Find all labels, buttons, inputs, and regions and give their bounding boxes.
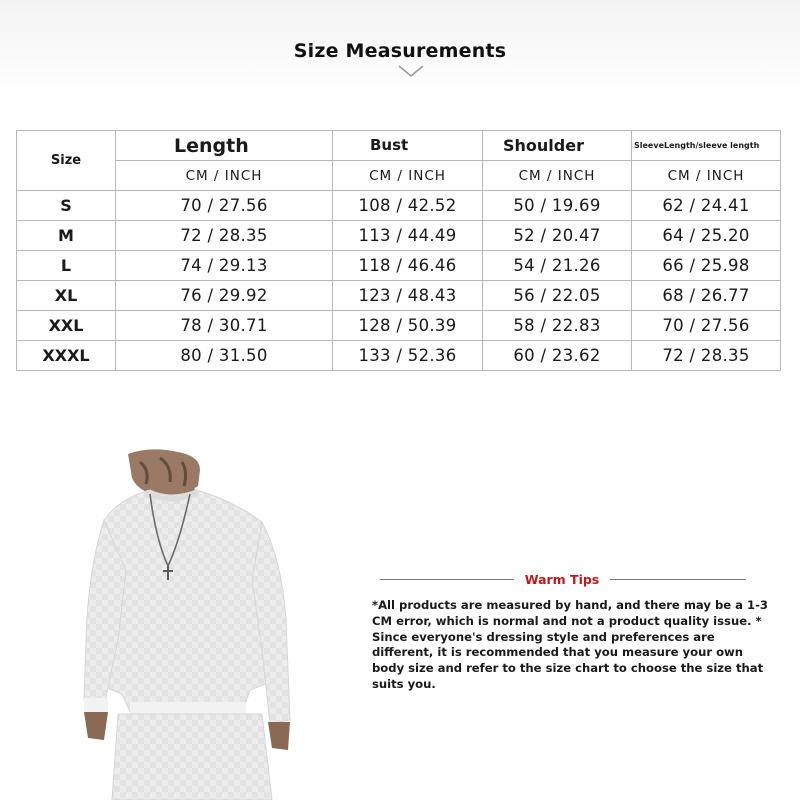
page-title: Size Measurements: [293, 40, 507, 62]
length-cell: 70 / 27.56: [116, 191, 333, 221]
unit-label: CM / INCH: [483, 161, 632, 191]
sleeve-cell: 66 / 25.98: [632, 251, 781, 281]
unit-row: [17, 161, 781, 191]
shoulder-cell: 58 / 22.83: [483, 311, 632, 341]
length-cell: 80 / 31.50: [116, 341, 333, 371]
bust-cell: 118 / 46.46: [333, 251, 483, 281]
shoulder-cell: 60 / 23.62: [483, 341, 632, 371]
bust-cell: 128 / 50.39: [333, 311, 483, 341]
sleeve-cell: 64 / 25.20: [632, 221, 781, 251]
column-header-sleeve-length: SleeveLength/sleeve length: [632, 131, 781, 161]
divider: [380, 579, 514, 580]
shoulder-cell: 52 / 20.47: [483, 221, 632, 251]
column-header-size: Size: [17, 131, 116, 191]
size-chart-table: [16, 130, 781, 371]
sleeve-cell: 68 / 26.77: [632, 281, 781, 311]
length-cell: 78 / 30.71: [116, 311, 333, 341]
table-row: [17, 251, 781, 281]
unit-label: CM / INCH: [632, 161, 781, 191]
bust-cell: 133 / 52.36: [333, 341, 483, 371]
size-cell: M: [17, 221, 116, 251]
shoulder-cell: 50 / 19.69: [483, 191, 632, 221]
chevron-down-icon: [396, 64, 426, 78]
unit-label: CM / INCH: [333, 161, 483, 191]
size-cell: XXL: [17, 311, 116, 341]
model-photo: [80, 440, 310, 800]
bust-cell: 108 / 42.52: [333, 191, 483, 221]
table-row: [17, 341, 781, 371]
size-cell: L: [17, 251, 116, 281]
bust-cell: 123 / 48.43: [333, 281, 483, 311]
size-cell: S: [17, 191, 116, 221]
warm-tips-text: *All products are measured by hand, and there may be a 1-3 CM error, which is normal and not a product quality issue. * Since everyone's dressing style and preferences are different, it is recommended that you measure your own body size and refer to the size chart to choose the size that suits you.: [372, 598, 768, 691]
divider: [610, 579, 746, 580]
length-cell: 72 / 28.35: [116, 221, 333, 251]
table-row: [17, 281, 781, 311]
sleeve-cell: 62 / 24.41: [632, 191, 781, 221]
table-row: [17, 221, 781, 251]
sleeve-cell: 72 / 28.35: [632, 341, 781, 371]
column-header-length: Length: [116, 131, 333, 161]
length-cell: 76 / 29.92: [116, 281, 333, 311]
shoulder-cell: 54 / 21.26: [483, 251, 632, 281]
sleeve-cell: 70 / 27.56: [632, 311, 781, 341]
header-row: [17, 131, 781, 161]
table-row: [17, 311, 781, 341]
size-cell: XXXL: [17, 341, 116, 371]
warm-tips-title: Warm Tips: [524, 572, 600, 587]
unit-label: CM / INCH: [116, 161, 333, 191]
bust-cell: 113 / 44.49: [333, 221, 483, 251]
shoulder-cell: 56 / 22.05: [483, 281, 632, 311]
table-row: [17, 191, 781, 221]
size-cell: XL: [17, 281, 116, 311]
length-cell: 74 / 29.13: [116, 251, 333, 281]
column-header-shoulder: Shoulder: [483, 131, 632, 161]
column-header-bust: Bust: [333, 131, 483, 161]
